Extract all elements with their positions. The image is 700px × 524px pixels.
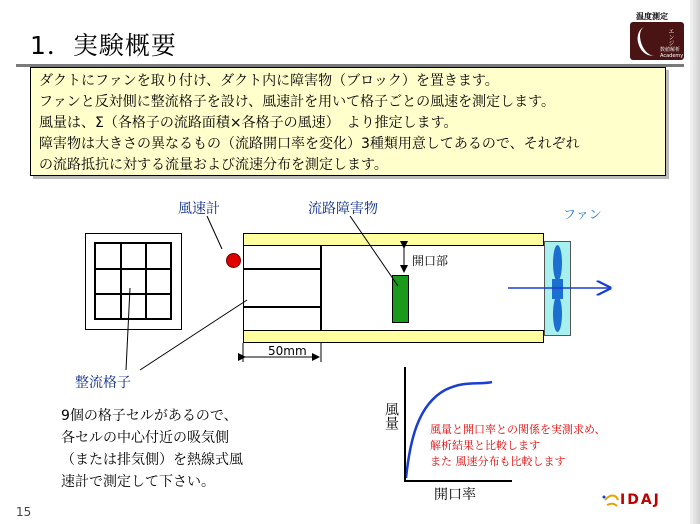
grid-leader	[126, 288, 130, 370]
grid-leader	[140, 300, 247, 370]
logo-sub2: Academy	[660, 53, 684, 59]
description-line: 風量は、Σ（各格子の流路面積×各格子の風速） より推定します。	[39, 115, 458, 131]
logo-vertical-text: エンジ	[667, 28, 674, 46]
note-line: 各セルの中心付近の吸気側	[61, 430, 229, 446]
measurement-note	[61, 405, 243, 493]
anemometer-label: 風速計	[178, 201, 220, 217]
idaj-mark-icon	[605, 496, 618, 507]
red-note-line: 解析結果と比較します	[430, 439, 540, 452]
note-line: 9個の格子セルがあるので、	[61, 408, 238, 424]
logo-sub1: 数値解析	[660, 47, 681, 53]
description-line: 障害物は大きさの異なるもの（流路開口率を変化）3種類用意してあるので、それぞれ	[39, 136, 580, 152]
fan-label: ファン	[563, 208, 602, 223]
opening-label: 開口部	[412, 254, 449, 268]
description-line: ダクトにファンを取り付け、ダクト内に障害物（ブロック）を置きます。	[39, 73, 499, 89]
description-line: ファンと反対側に整流格子を設け、風速計を用いて格子ごとの風速を測定します。	[39, 94, 556, 110]
page-number: 15	[16, 505, 32, 519]
brand-logo: IDAJ	[620, 492, 661, 508]
graph-x-axis	[404, 480, 512, 482]
note-line: 速計で測定して下さい。	[61, 474, 215, 490]
comparison-note	[430, 422, 606, 470]
page-title: 1．実験概要	[30, 31, 177, 60]
graph-ylabel: 風量	[383, 402, 399, 430]
logo-top-label: 温度測定	[636, 12, 668, 21]
note-line: （または排気側）を熱線式風	[61, 452, 243, 468]
red-note-line: また 風速分布も比較します	[430, 455, 566, 468]
grid-label: 整流格子	[75, 375, 131, 391]
anemometer-leader	[207, 216, 222, 249]
obstacle-leader	[350, 216, 398, 286]
red-note-line: 風量と開口率との関係を実測求め、	[430, 423, 606, 436]
obstacle-label: 流路障害物	[308, 201, 378, 217]
graph-y-axis	[404, 367, 406, 481]
graph-xlabel: 開口率	[434, 487, 476, 503]
description-line: の流路抵抗に対する流量および流速分布を測定します。	[39, 157, 388, 173]
dimension-label: 50mm	[268, 344, 307, 358]
